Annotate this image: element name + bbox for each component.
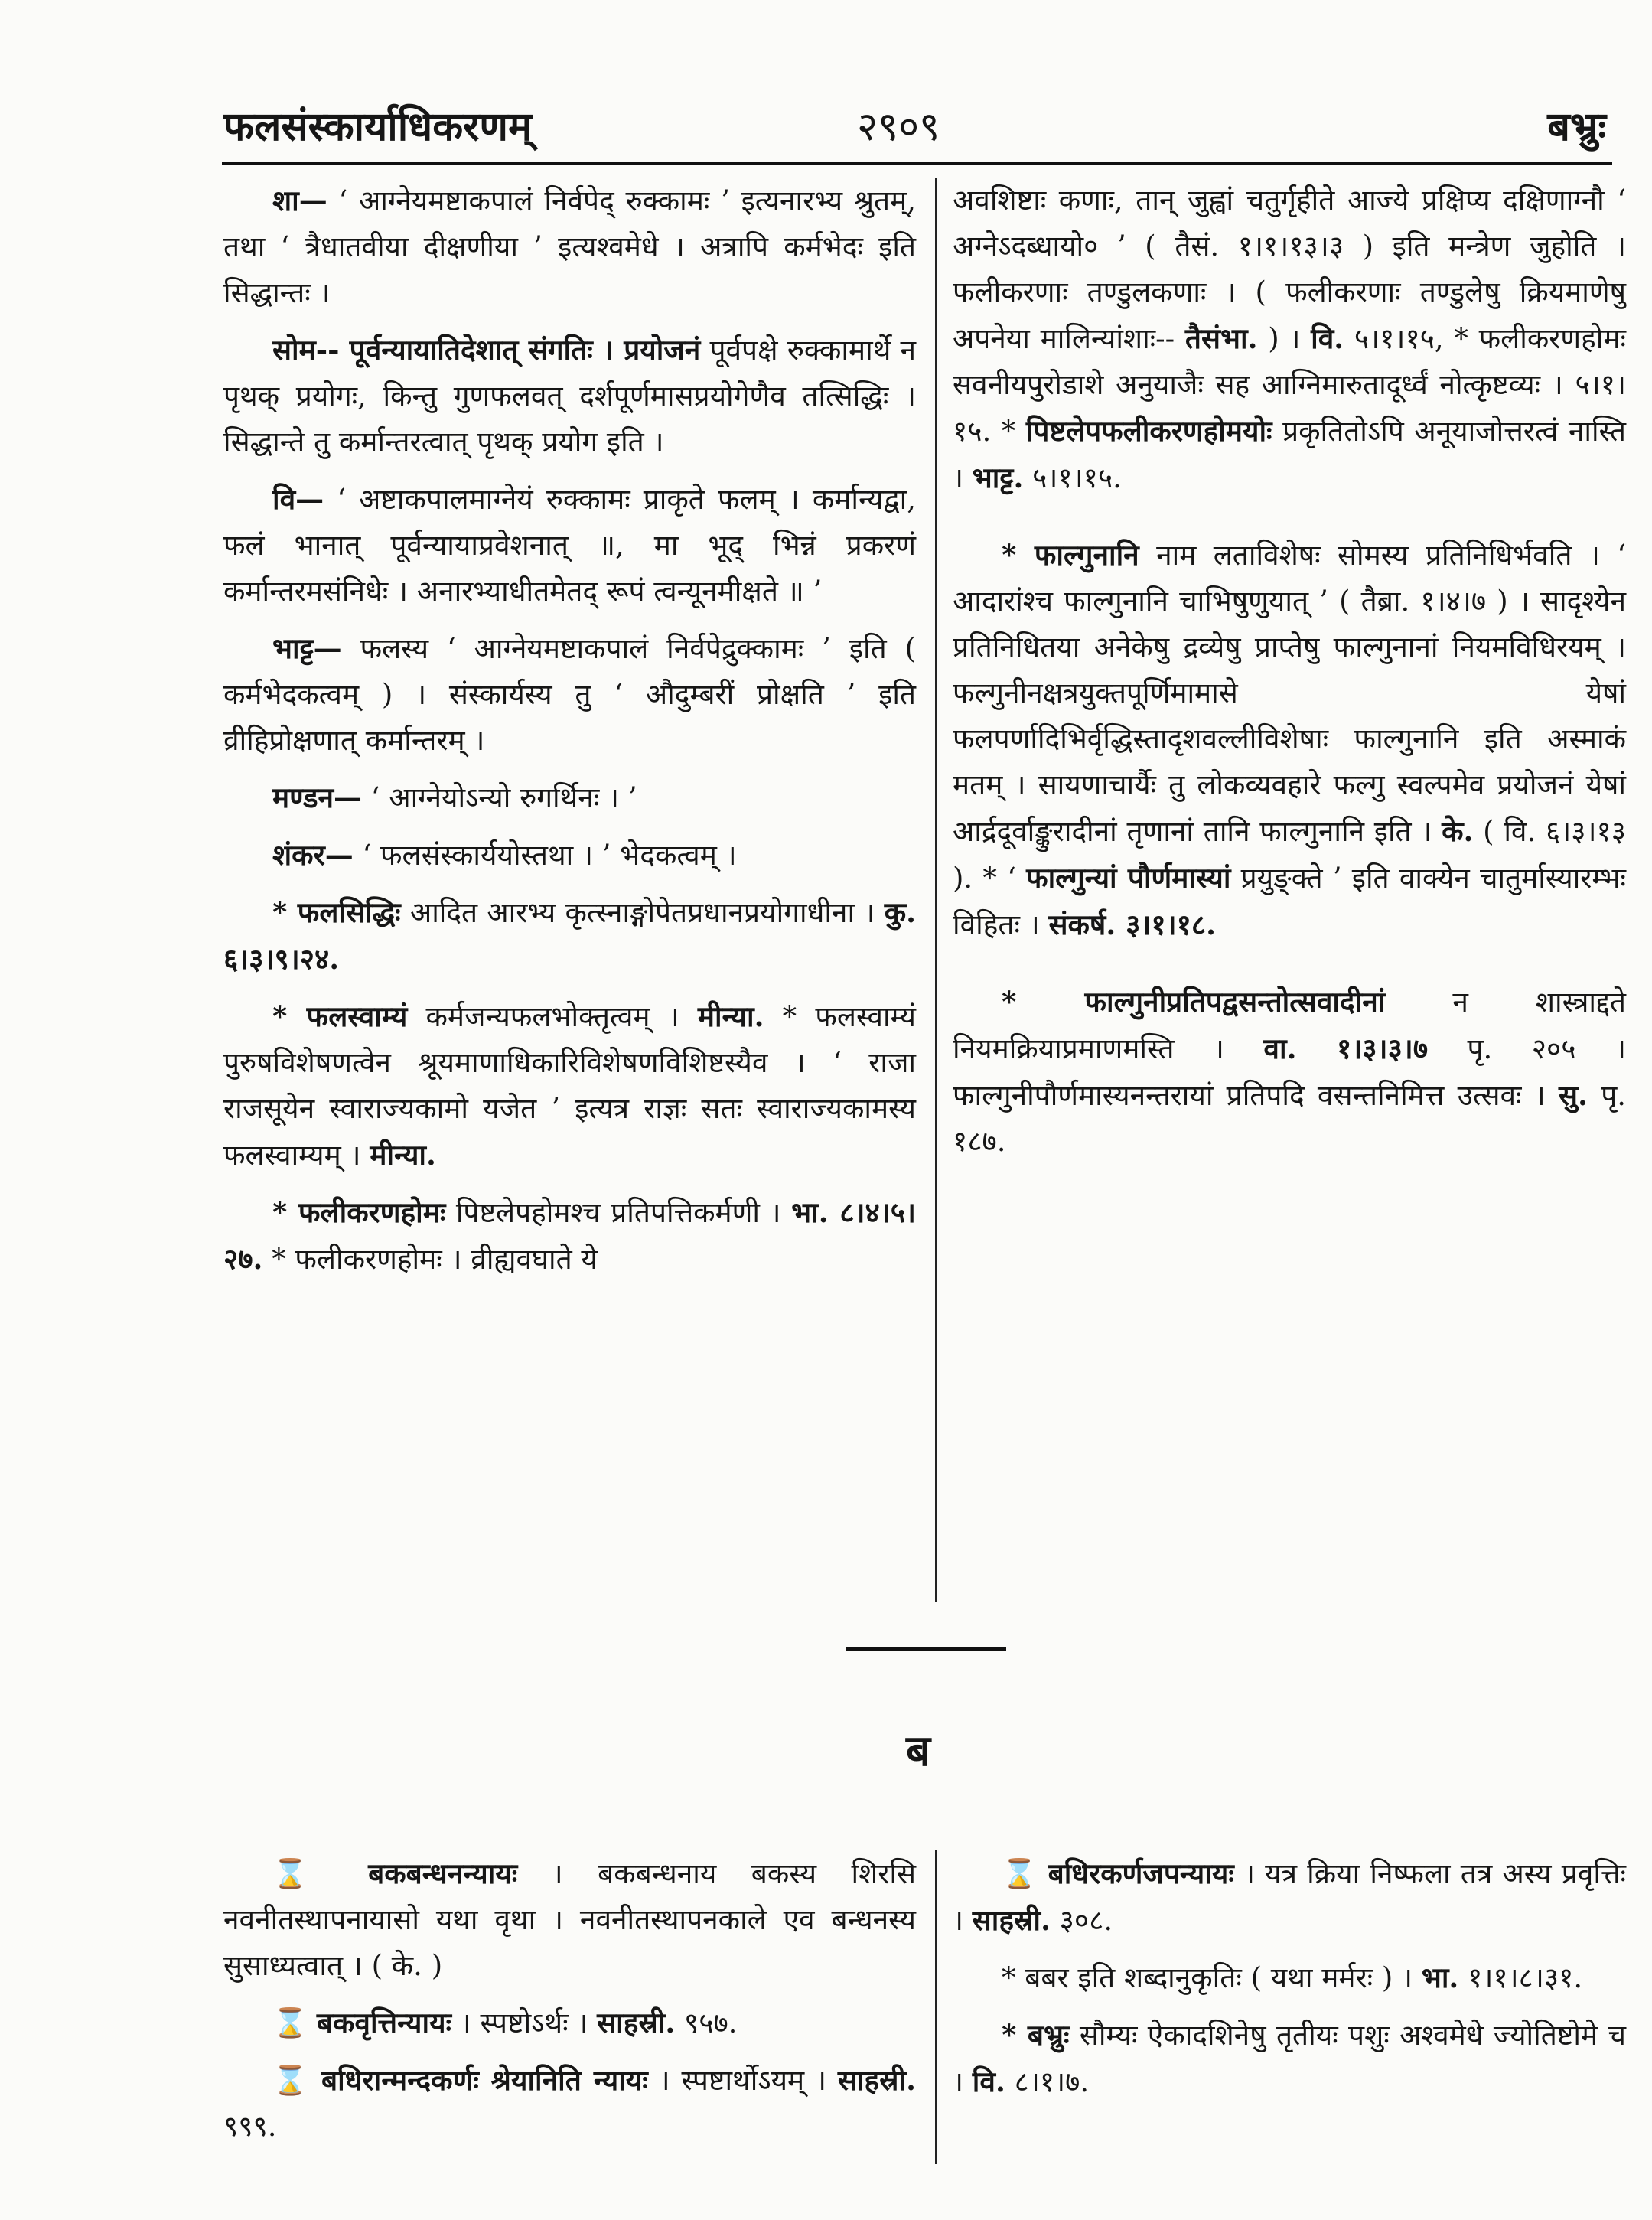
- hourglass-icon: ⌛: [272, 2006, 317, 2039]
- entry-babhru: * बभ्रुः सौम्यः ऐकादशिनेषु तृतीयः पशुः अश्वमेधे ज्योतिष्टोमे च । वि. ८।१।७.: [953, 2018, 1626, 2098]
- entry-phalasvamya: * फलस्वाम्यं कर्मजन्यफलभोक्तृत्वम् । मीन्या. * फलस्वाम्यं पुरुषविशेषणत्वेन श्रूयमाणाधिकारिविशेषणविशिष्टस्यैव । ‘ राजा राजसूयेन स्वाराज्यकामो यजेत ’ इत्यत्र राज्ञः सतः स्वाराज्यकामस्य फलस्वाम्यम् । मीन्या.: [223, 999, 917, 1172]
- left-column: [223, 178, 916, 1293]
- paragraph-mandana: मण्डन— ‘ आग्नेयोऽन्यो रुगर्थिनः । ’: [272, 781, 637, 814]
- paragraph-continuation: अवशिष्टाः कणाः, तान् जुह्वां चतुर्गृहीते आज्ये प्रक्षिप्य दक्षिणाग्नौ ‘ अग्नेऽदब्धायो० ’ ( तैसं. १।१।१३।३ ) इति मन्त्रेण जुहोति । फलीकरणाः तण्डुलकणाः । ( फलीकरणाः तण्डुलेषु क्रियमाणेषु अपनेया मालिन्यांशाः-- तैसंभा. ) । वि. ५।१।१५, * फलीकरणहोमः सवनीयपुरोडाशे अनुयाजैः सह आग्निमारुतादूर्ध्वं नोत्कृष्टव्यः । ५।१।१५. * पिष्टलेपफलीकरणहोमयोः प्रकृतितोऽपि अनूयाजोत्तरत्वं नास्ति । भाट्ट. ५।१।१५.: [953, 184, 1627, 494]
- entry-bakavritti: ⌛ बकवृत्तिन्यायः । स्पष्टोऽर्थः । साहस्री. ९५७.: [272, 2006, 738, 2039]
- page-number: २९०९: [857, 104, 940, 150]
- section-left-column: [223, 1850, 916, 2160]
- right-column: [953, 178, 1626, 1175]
- hourglass-icon: ⌛: [272, 1857, 369, 1890]
- entry-phalikaranahoma: * फलीकरणहोमः पिष्टलेपहोमश्च प्रतिपत्तिकर्मणी । भा. ८।४।५।२७. * फलीकरणहोमः । व्रीह्यवघाते ये: [223, 1195, 916, 1276]
- hourglass-icon: ⌛: [1002, 1857, 1048, 1890]
- header-rule: [222, 162, 1612, 165]
- entry-phalasiddhi: * फलसिद्धिः आदित आरभ्य कृत्स्नाङ्गोपेतप्रधानप्रयोगाधीना । कु. ६।३।९।२४.: [223, 895, 916, 976]
- asterisk-icon: *: [1002, 538, 1035, 572]
- section-letter: ब: [906, 1726, 930, 1776]
- column-divider-bottom: [935, 1850, 937, 2164]
- asterisk-icon: *: [1002, 985, 1085, 1019]
- running-header-title: फलसंस्कार्याधिकरणम्: [223, 103, 533, 150]
- column-divider-top: [935, 178, 937, 1602]
- paragraph-bhatta: भाट्ट— फलस्य ‘ आग्नेयमष्टाकपालं निर्वपेद्रुक्कामः ’ इति ( कर्मभेदकत्वम् ) । संस्कार्यस्य तु ‘ औदुम्बरीं प्रोक्षति ’ इति व्रीहिप्रोक्षणात् कर्मान्तरम् ।: [223, 631, 916, 757]
- asterisk-icon: *: [1002, 2018, 1028, 2052]
- entry-phalguni-pratipad: * फाल्गुनीप्रतिपद्वसन्तोत्सवादीनां न शास्त्राद्दते नियमक्रियाप्रमाणमस्ति । वा. १।३।३।७ पृ. २०५ । फाल्गुनीपौर्णमास्यनन्तरायां प्रतिपदि वसन्तनिमित्त उत्सवः । सु. पृ. १८७.: [953, 985, 1626, 1158]
- entry-bakabandhana: ⌛ बकबन्धनन्यायः । बकबन्धनाय बकस्य शिरसि नवनीतस्थापनायासो यथा वृथा । नवनीतस्थापनकाले एव बन्धनस्य सुसाध्यत्वात् । ( के. ): [223, 1857, 916, 1982]
- entry-badhiran-mandakarna: ⌛ बधिरान्मन्दकर्णः श्रेयानिति न्यायः । स्पष्टार्थोऽयम् । साहस्री. ९९९.: [223, 2063, 916, 2143]
- paragraph-vi: वि— ‘ अष्टाकपालमाग्नेयं रुक्कामः प्राकृते फलम् । कर्मान्यद्वा, फलं भानात् पूर्वन्यायाप्रवेशनात् ॥, मा भूद् भिन्नं प्रकरणं कर्मान्तरमसंनिधेः । अनारभ्याधीतमेतद् रूपं त्वन्यूनमीक्षते ॥ ’: [223, 482, 916, 608]
- paragraph-sha: शा— ‘ आग्नेयमष्टाकपालं निर्वपेद् रुक्कामः ’ इत्यनारभ्य श्रुतम्, तथा ‘ त्रैधातवीया दीक्षणीया ’ इत्यश्वमेधे । अत्रापि कर्मभेदः इति सिद्धान्तः ।: [223, 184, 916, 309]
- section-divider: [846, 1647, 1006, 1651]
- asterisk-icon: *: [272, 1195, 298, 1229]
- paragraph-shankara: शंकर— ‘ फलसंस्कार्ययोस्तथा । ’ भेदकत्वम् ।: [272, 838, 737, 872]
- asterisk-icon: *: [272, 999, 307, 1033]
- entry-babara: * बबर इति शब्दानुकृतिः ( यथा मर्मरः ) । भा. १।१।८।३१.: [1002, 1961, 1583, 1994]
- hourglass-icon: ⌛: [272, 2064, 322, 2097]
- running-header-catchword: बभ्रुः: [1547, 103, 1606, 150]
- entry-badhirakarna-japa: ⌛ बधिरकर्णजपन्यायः । यत्र क्रिया निष्फला तत्र अस्य प्रवृत्तिः । साहस्री. ३०८.: [953, 1857, 1626, 1937]
- entry-phalgunani: * फाल्गुनानि नाम लताविशेषः सोमस्य प्रतिनिधिर्भवति । ‘ आदारांश्च फाल्गुनानि चाभिषुणुयात् ’ ( तैब्रा. १।४।७ ) । सादृश्येन प्रतिनिधितया अनेकेषु द्रव्येषु प्राप्तेषु फाल्गुनानां नियमविधिरयम् । फल्गुनीनक्षत्रयुक्तपूर्णिमामासे येषां फलपर्णादिभिर्वृद्धिस्तादृशवल्लीविशेषाः फाल्गुनानि इति अस्माकं मतम् । सायणाचार्यैः तु लोकव्यवहारे फल्गु स्वल्पमेव प्रयोजनं येषां आर्द्रदूर्वाङ्कुरादीनां तृणानां तानि फाल्गुनानि इति । के. ( वि. ६।३।१३ ). * ‘ फाल्गुन्यां पौर्णमास्यां प्रयुङ्क्ते ’ इति वाक्येन चातुर्मास्यारम्भः विहितः । संकर्ष. ३।१।१८.: [953, 538, 1627, 941]
- asterisk-icon: *: [272, 895, 298, 929]
- section-right-column: [953, 1850, 1626, 2116]
- paragraph-soma: सोम-- पूर्वन्यायातिदेशात् संगतिः । प्रयोजनं पूर्वपक्षे रुक्कामार्थे न पृथक् प्रयोगः, किन्तु गुणफलवत् दर्शपूर्णमासप्रयोगेणैव तत्सिद्धिः । सिद्धान्ते तु कर्मान्तरत्वात् पृथक् प्रयोग इति ।: [223, 333, 917, 458]
